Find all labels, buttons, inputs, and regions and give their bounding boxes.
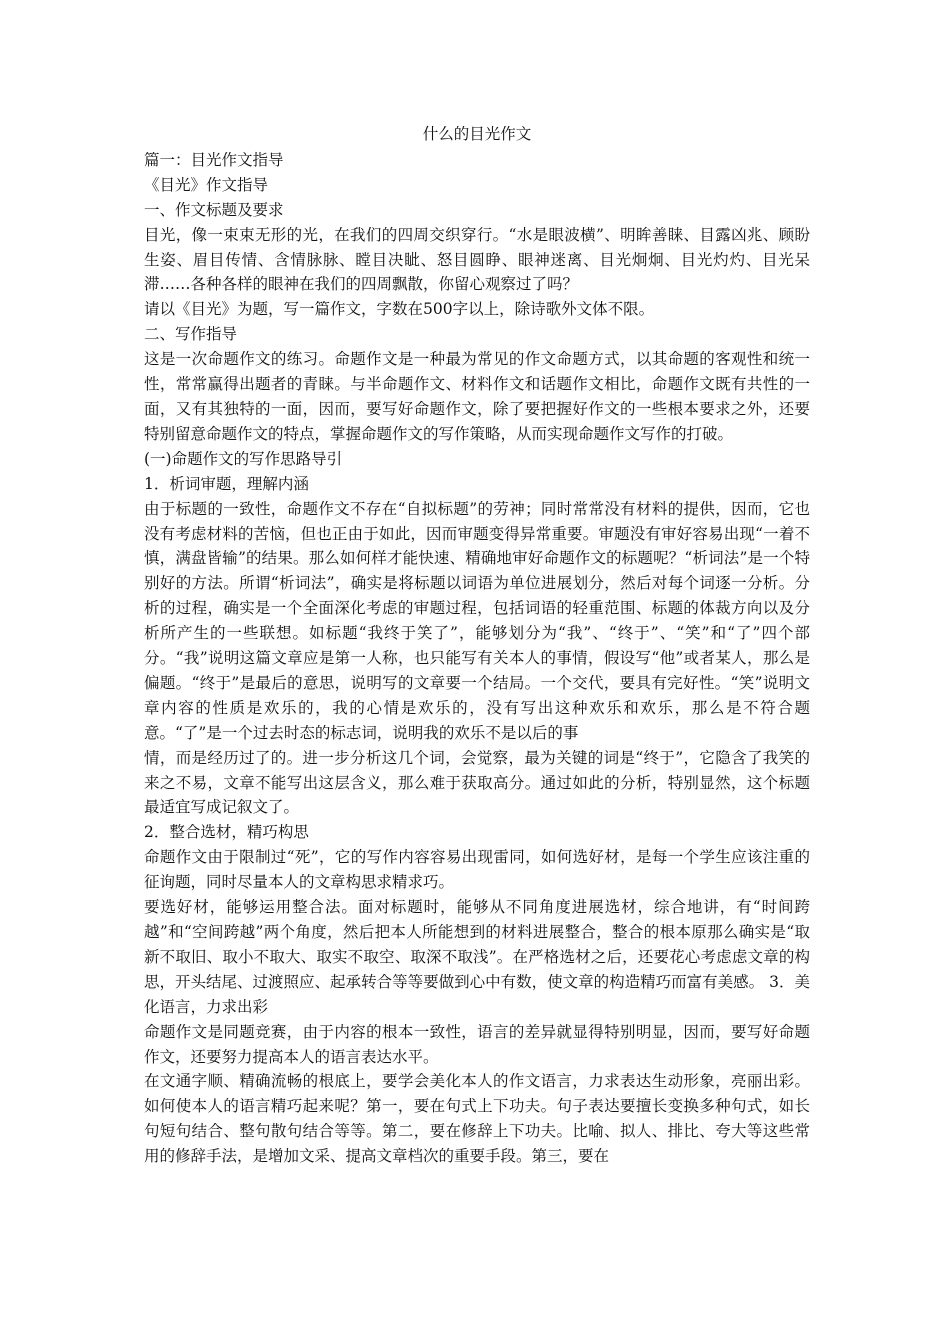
document-body — [144, 148, 810, 1169]
paragraph: 命题作文是同题竞赛，由于内容的根本一致性，语言的差异就显得特别明显，因而，要写好命题作文，还要努力提高本人的语言表达水平。 — [144, 1022, 810, 1066]
paragraph: 二、写作指导 — [144, 325, 238, 344]
paragraph: 要选好材，能够运用整合法。面对标题时，能够从不同角度进展选材，综合地讲，有“时间跨越”和“空间跨越”两个角度，然后把本人所能想到的材料进展整合，整合的根本原那么确实是“取新不取旧、取小不取大、取实不取空、取深不取浅”。在严格选材之后，还要花心考虑虑文章的构思，开头结尾、过渡照应、起承转合等等要做到心中有数，使文章的构造精巧而富有美感。 3．美化语言，力求出彩 — [144, 898, 810, 1016]
paragraph: 篇一：目光作文指导 — [144, 150, 284, 169]
paragraph: 情，而是经历过了的。进一步分析这几个词，会觉察，最为关键的词是“终于”，它隐含了我笑的来之不易，文章不能写出这层含义，那么难于获取高分。通过如此的分析，特别显然，这个标题最适宜写成记叙文了。 — [144, 748, 810, 817]
paragraph: 由于标题的一致性，命题作文不存在“自拟标题”的劳神；同时常常没有材料的提供，因而，它也没有考虑材料的苦恼，但也正由于如此，因而审题变得异常重要。审题没有审好容易出现“一着不慎，满盘皆输”的结果。那么如何样才能快速、精确地审好命题作文的标题呢？“析词法”是一个特别好的方法。所谓“析词法”，确实是将标题以词语为单位进展划分，然后对每个词逐一分析。分析的过程，确实是一个全面深化考虑的审题过程，包括词语的轻重范围、标题的体裁方向以及分析所产生的一些联想。如标题“我终于笑了”，能够划分为“我”、“终于”、“笑”和“了”四个部分。“我”说明这篇文章应是第一人称，也只能写有关本人的事情，假设写“他”或者某人，那么是偏题。“终于”是最后的意思，说明写的文章要一个结局。一个交代，要具有完好性。“笑”说明文章内容的性质是欢乐的，我的心情是欢乐的，没有写出这种欢乐和欢乐，那么是不符合题意。“了”是一个过去时态的标志词，说明我的欢乐不是以后的事 — [144, 499, 810, 742]
paragraph: 在文通字顺、精确流畅的根底上，要学会美化本人的作文语言，力求表达生动形象，亮丽出彩。如何使本人的语言精巧起来呢？第一，要在句式上下功夫。句子表达要擅长变换多种句式，如长句短句结合、整句散句结合等等。第二，要在修辞上下功夫。比喻、拟人、排比、夸大等这些常用的修辞手法，是增加文采、提高文章档次的重要手段。第三，要在 — [144, 1072, 810, 1166]
paragraph: 目光，像一束束无形的光，在我们的四周交织穿行。“水是眼波横”、明眸善睐、目露凶兆、顾盼生姿、眉目传情、含情脉脉、瞠目决眦、怒目圆睁、眼神迷离、目光炯炯、目光灼灼、目光呆滞……各种各样的眼神在我们的四周飘散，你留心观察过了吗？ — [144, 225, 810, 294]
paragraph: 命题作文由于限制过“死”，它的写作内容容易出现雷同，如何选好材，是每一个学生应该注重的征询题，同时尽量本人的文章构思求精求巧。 — [144, 848, 810, 892]
document-page — [144, 122, 810, 1169]
paragraph: 请以《目光》为题，写一篇作文，字数在500字以上，除诗歌外文体不限。 — [144, 300, 655, 319]
paragraph: (一)命题作文的写作思路导引 — [144, 449, 343, 468]
paragraph: 《目光》作文指导 — [144, 175, 269, 194]
document-title: 什么的目光作文 — [422, 125, 532, 143]
paragraph: 一、作文标题及要求 — [144, 200, 284, 219]
paragraph: 1．析词审题，理解内涵 — [144, 474, 309, 493]
paragraph: 这是一次命题作文的练习。命题作文是一种最为常见的作文命题方式，以其命题的客观性和统一性，常常赢得出题者的青睐。与半命题作文、材料作文和话题作文相比，命题作文既有共性的一面，又有其独特的一面，因而，要写好命题作文，除了要把握好作文的一些根本要求之外，还要特别留意命题作文的特点，掌握命题作文的写作策略，从而实现命题作文写作的打破。 — [144, 350, 810, 443]
paragraph: 2．整合选材，精巧构思 — [144, 823, 309, 842]
